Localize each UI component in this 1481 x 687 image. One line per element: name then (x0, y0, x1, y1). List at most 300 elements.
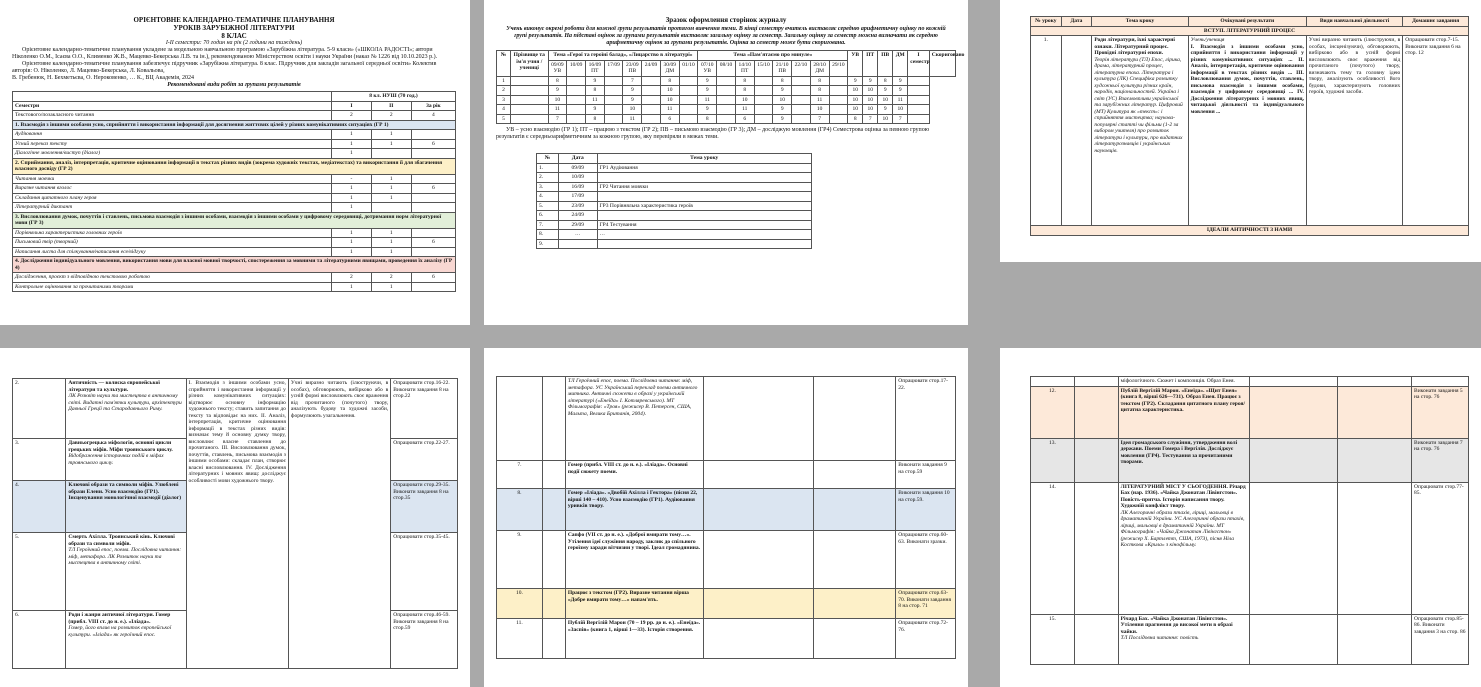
col-header: № уроку (1031, 17, 1062, 27)
table-cell: 1 (331, 130, 371, 140)
lesson-number: 11. (497, 619, 543, 659)
table-cell (511, 114, 548, 124)
grade-cell: 9 (623, 86, 642, 96)
section-footer: ІДЕАЛИ АНТИЧНОСТІ З НАМИ (1031, 226, 1469, 236)
plan-table-p6 (1030, 376, 1469, 665)
grade-cell (908, 76, 930, 86)
topic-notes: Теорія літератури (ТЛ) Епос, лірика, драма, літературний процес, літературна епоха. Література і культура (ЛК) Специфіка розвитку художньої культури різних країн, народів, національностей. Україна і світ (УС) Взаємовпливи української та зарубіжних літератур. Цифровий (МТ) Культура як «текст»: і сприйняття мистецтва; наукова-популярні статті чи фільми (1-2 за вибором учителя) про розвиток літератури і культури, про видатних літературознавців і українських науковців. (1094, 56, 1183, 154)
lesson-date (1074, 614, 1118, 664)
table-cell (703, 489, 813, 531)
lesson-number: 7. (497, 461, 543, 489)
lesson-date (542, 619, 565, 659)
table-cell (703, 589, 813, 619)
grade-cell (679, 114, 698, 124)
table-cell (411, 130, 455, 140)
table-cell: 2. (537, 173, 559, 183)
table-cell: 2 (331, 273, 371, 283)
grade-cell: 11 (548, 105, 567, 115)
table-cell: Аудіювання (13, 130, 332, 140)
table-cell: 23/09 (559, 201, 598, 211)
lesson-topic (66, 611, 186, 669)
grade-cell: 7 (863, 114, 878, 124)
table-cell (511, 105, 548, 115)
table-row (497, 105, 956, 115)
table-cell: ГР1 Аудіювання (597, 163, 812, 173)
log-header: № (537, 154, 559, 164)
table-row (497, 619, 956, 659)
grade-cell (567, 86, 586, 96)
lesson-topic (1118, 386, 1249, 438)
lesson-topic (1118, 438, 1249, 482)
col-header: Види навчальної діяльності (1306, 17, 1402, 27)
table-cell: 2 (371, 273, 411, 283)
lesson-topic (66, 379, 186, 439)
grade-cell: 10 (863, 86, 878, 96)
homework-text: Опрацювати стор.7-15. Виконати завдання 6 на стор. 12 (1403, 36, 1469, 226)
grade-cell (829, 86, 848, 96)
grade-cell: 10 (863, 105, 878, 115)
grade-cell: 10 (878, 114, 893, 124)
table-cell (813, 489, 896, 531)
homework-text: Опрацювати стор.63-70. Виконати завдання 8 на стор. 71 (896, 589, 956, 619)
theme-header: Тема «Герої та героїні балад», «Лицарство в літературі» (548, 51, 698, 61)
homework-text: Опрацювати стор.60-63. Виконати зразки. (896, 531, 956, 589)
grade-cell: 9 (623, 95, 642, 105)
grade-cell: 10 (735, 95, 754, 105)
grade-cell (792, 105, 811, 115)
grade-cell: 8 (585, 114, 604, 124)
group-header: 4. Дослідження індивідуального мовлення, використання мови для власної мовної творчості, спостереження за мовними та літературними явищами, проведення їх аналізу (ГР 4) (13, 257, 456, 273)
table-row (497, 531, 956, 589)
lesson-date (1074, 386, 1118, 438)
topic-title: Роди літератури, їхні характерні ознаки. Літературний процес. Провідні літературні епохи. (1094, 37, 1175, 56)
grade-cell: 10 (660, 95, 679, 105)
table-cell: 4 (411, 111, 455, 121)
grade-cell: 7 (893, 114, 908, 124)
table-row (497, 95, 956, 105)
lesson-date (1074, 438, 1118, 482)
grade-cell (604, 76, 623, 86)
lesson-topic (66, 481, 186, 533)
table-cell: 1 (331, 228, 371, 238)
table-corner (13, 92, 332, 102)
grade-cell: 10 (623, 105, 642, 115)
table-cell (597, 192, 812, 202)
topic-continuation: міфологічного. Сюжет і композиція. Образ Енея. (1118, 377, 1249, 387)
homework-text: Опрацювати стор.29-35. Виконати завдання 8 на стор.35 (391, 481, 458, 533)
lesson-number: 13. (1031, 438, 1075, 482)
grade-cell: 7 (810, 114, 829, 124)
table-cell (411, 203, 455, 213)
table-cell: Літературний диктант (13, 203, 332, 213)
table-cell (559, 239, 598, 249)
work-types-table (12, 91, 456, 292)
log-header: Дата (559, 154, 598, 164)
table-cell (1249, 614, 1337, 664)
homework-text: Опрацювати стор.85-86. Виконати завдання 3 на стор. 86 (1412, 614, 1469, 664)
topic-notes: Відображення історичних подій в міфах троянського циклу. (68, 453, 164, 466)
date-header: 16/09 ПТ (585, 60, 604, 76)
table-cell: Контрольне оцінювання за прочитаними творами (13, 282, 332, 292)
grade-cell (717, 114, 736, 124)
grade-cell (567, 105, 586, 115)
table-cell: Діалогічне мовлення/виступ (діалог) (13, 149, 332, 159)
table-row (537, 163, 812, 173)
date-header: 30/09 ДМ (660, 60, 679, 76)
grade-cell: 11 (623, 114, 642, 124)
grade-journal-table (496, 50, 965, 124)
grade-cell: 6 (660, 114, 679, 124)
grade-cell: 8 (735, 76, 754, 86)
grade-cell (717, 76, 736, 86)
table-cell (542, 377, 565, 461)
grade-cell (754, 105, 773, 115)
grade-cell: 8 (698, 114, 717, 124)
table-cell: Текстового/позакласного читання (13, 111, 332, 121)
grade-cell (604, 114, 623, 124)
grade-cell: 9 (698, 86, 717, 96)
page-title-grade: 8 КЛАС (221, 32, 247, 40)
table-cell (1031, 377, 1075, 387)
table-row (537, 201, 812, 211)
table-cell (1074, 377, 1118, 387)
grade-cell (829, 95, 848, 105)
table-cell (411, 174, 455, 184)
hours-note: І-ІІ семестри: 70 годин на рік (2 години на тиждень) (165, 40, 303, 46)
intro-paragraph-2: Орієнтовне календарно-тематичне планування забезпечує підручник «Зарубіжна література. 8 клас. Підручник для закладів загальної середньої освіти» Колектив авторів: О. Ніколенко, Л. Мацевко-Бекерська, Л. Ковальова, (12, 61, 437, 74)
semester-header: 8 кл. НУШ (70 год.) (331, 92, 455, 102)
date-header: 23/09 ПВ (623, 60, 642, 76)
lesson-number: 1. (1031, 36, 1062, 226)
table-cell: 1 (331, 282, 371, 292)
table-cell (411, 282, 455, 292)
page-5 (484, 348, 968, 687)
table-cell: - (331, 174, 371, 184)
table-row (537, 182, 812, 192)
col-header: ДМ (893, 51, 908, 77)
date-header: 08/10 (717, 60, 736, 76)
grade-cell: 8 (878, 76, 893, 86)
grade-cell (717, 95, 736, 105)
activity-text: Учні виразно читають (ілюструючи, в особах), обговорюють, вибірково або в усній формі висловлюють своє враження від прочитаного (почутого) твору, аналізують будову та художні засоби, формулюють узагальнення. (288, 379, 390, 669)
table-cell (371, 149, 411, 159)
table-cell: 5. (537, 201, 559, 211)
topic-notes: ЛК Розквіт науки та мистецтва в античному світі. Видатні пам'ятки культури, архітектури Давньої Греції та Стародавнього Риму. (68, 393, 182, 412)
page-4 (0, 348, 470, 687)
table-cell: 9. (537, 239, 559, 249)
table-cell (1412, 377, 1469, 387)
grade-cell: 11 (660, 105, 679, 115)
grade-cell: 8 (735, 86, 754, 96)
table-row (1031, 614, 1469, 664)
table-row (13, 379, 458, 439)
col-header: І семестр (908, 51, 930, 77)
table-cell (1249, 482, 1337, 614)
table-cell: … (597, 230, 812, 240)
grade-cell: 9 (848, 76, 863, 86)
lesson-date (1074, 482, 1118, 614)
table-cell: 1 (331, 149, 371, 159)
grade-cell: 7 (548, 114, 567, 124)
grade-cell (792, 114, 811, 124)
lesson-topic: Сапфо (VII ст. до н. е.). «Доброї вмирати тому…». Утілення ідеї служіння народу, заклик до спільного героїзму заради вітчизни у творі. Ідеал громадянина. (565, 531, 703, 589)
lesson-date (542, 589, 565, 619)
plan-table-p5 (496, 376, 956, 659)
grade-cell: 8 (660, 76, 679, 86)
grade-cell (717, 86, 736, 96)
table-row (537, 173, 812, 183)
table-cell: 2 (497, 86, 511, 96)
log-header: Тема уроку (597, 154, 812, 164)
table-row (497, 589, 956, 619)
table-cell: 1 (497, 76, 511, 86)
table-cell (371, 203, 411, 213)
date-header: 09/09 УВ (548, 60, 567, 76)
col-header: УВ (848, 51, 863, 77)
table-cell: 1 (371, 130, 411, 140)
table-cell (813, 619, 896, 659)
page-title-line2: УРОКІВ ЗАРУБІЖНОЇ ЛІТЕРАТУРИ (173, 24, 295, 32)
table-cell: Усний переказ тексту (13, 139, 332, 149)
grade-cell (908, 114, 930, 124)
lesson-number: 4. (13, 481, 66, 533)
table-cell: 1 (331, 139, 371, 149)
table-cell: 1 (371, 282, 411, 292)
grade-cell (679, 95, 698, 105)
table-cell (597, 239, 812, 249)
grade-cell: 9 (878, 105, 893, 115)
lesson-topic (1118, 614, 1249, 664)
table-row (1031, 482, 1469, 614)
grade-cell: 9 (698, 76, 717, 86)
table-row (497, 489, 956, 531)
table-row (497, 461, 956, 489)
table-cell (1249, 438, 1337, 482)
grade-cell: 9 (698, 105, 717, 115)
table-row (497, 76, 956, 86)
grade-cell (604, 95, 623, 105)
grade-cell (567, 114, 586, 124)
lesson-date (542, 461, 565, 489)
topic-title: Публій Вергілій Марон. «Енеїда». «Щит Енея» (книга 8, вірші 626—731). Образ Енея. Працює з текстом (ГР2). Складання цитатного плану героя/цитатна характеристика. (1120, 387, 1246, 413)
grade-cell (642, 105, 661, 115)
grade-cell: 8 (548, 76, 567, 86)
grade-cell: 9 (585, 105, 604, 115)
table-cell (1337, 614, 1411, 664)
grade-cell: 11 (810, 95, 829, 105)
table-cell: 1 (331, 203, 371, 213)
grade-cell: 10 (660, 86, 679, 96)
table-row (537, 211, 812, 221)
page-title: ОРІЄНТОВНЕ КАЛЕНДАРНО-ТЕМАТИЧНЕ ПЛАНУВАННЯ (133, 16, 335, 24)
table-cell (411, 247, 455, 257)
grade-cell: 9 (893, 76, 908, 86)
grade-cell: 10 (848, 86, 863, 96)
grade-cell (679, 86, 698, 96)
section-header: ВСТУП. ЛІТЕРАТУРНИЙ ПРОЦЕС (1031, 26, 1469, 36)
lesson-number: 2. (13, 379, 66, 439)
topic-title: Давньогрецька міфологія, основні цикли грецьких міфів. Міфи троянського циклу. (68, 440, 173, 453)
grade-cell (908, 105, 930, 115)
date-header: 14/10 ПТ (735, 60, 754, 76)
table-cell (1337, 377, 1411, 387)
table-cell: 3 (497, 95, 511, 105)
lesson-topic: Працює з текстом (ГР2). Виразне читання вірша «Добре вмирати тому…» напам'ять. (565, 589, 703, 619)
col-header: ПТ (863, 51, 878, 77)
homework-text: Виконати завдання 9 на стор.59 (896, 461, 956, 489)
table-cell: 17/09 (559, 192, 598, 202)
date-header: 21/10 ПВ (773, 60, 792, 76)
grade-cell (829, 105, 848, 115)
table-cell (813, 531, 896, 589)
table-cell: 7. (537, 220, 559, 230)
table-cell: 1 (371, 238, 411, 248)
grade-cell: 10 (773, 95, 792, 105)
col-header: Тема кроку (1092, 17, 1188, 27)
table-cell (411, 193, 455, 203)
grade-cell: 9 (863, 76, 878, 86)
table-cell: 1 (371, 184, 411, 194)
table-cell (1337, 482, 1411, 614)
grade-cell (717, 105, 736, 115)
table-cell: 1 (331, 184, 371, 194)
lesson-topic (1092, 36, 1188, 226)
homework-text: Опрацювати стор.22-27. (391, 439, 458, 481)
topic-title: ЛІТЕРАТУРНИЙ МІСТ У СЬОГОДЕННЯ. Річард Бах (нар. 1936). «Чайка Джонатан Лівінгстон». Повість-притча. Історія написання твору. Художній конфлікт твору. (1120, 483, 1246, 509)
intro-paragraph-3: В. Гребенюк, Н. Бехметьєва, О. Нероковенко, … К., ВЦ Академія, 2024 (12, 75, 194, 81)
lesson-date (1061, 36, 1092, 226)
table-cell (813, 589, 896, 619)
grade-cell (679, 76, 698, 86)
table-cell: Виразне читання вголос (13, 184, 332, 194)
col-header: І (331, 101, 371, 111)
grade-cell: 8 (848, 114, 863, 124)
page-1 (0, 0, 470, 325)
homework-text: Опрацювати стор.72-76. (896, 619, 956, 659)
topic-notes: ТЛ Героїчний епос, поема. Послідовна читання: міф, метафора. ЛК Розвиток науки та мистецтва в античному світі. (68, 547, 182, 566)
table-cell (511, 76, 548, 86)
intro-paragraph-1: Орієнтовне календарно-тематичне планування укладене за модельною навчальною програмою «Зарубіжна література. 5-9 класи» («ШКОЛА РАДОСТІ»; автори Ніколенко О.М., Ісаєва О.О., Клименко Ж.В., Мацевко-Бекерська Л.В. та ін.), рекомендованою Міністерством освіти і науки України (наказ № 1226 від 10.10.2023 р.). (12, 47, 438, 60)
table-cell: 6 (411, 184, 455, 194)
col-header: За рік (411, 101, 455, 111)
col-header: Очікувані результати (1188, 17, 1306, 27)
date-header: 22/10 (792, 60, 811, 76)
page-6 (1000, 348, 1481, 687)
table-cell (511, 86, 548, 96)
table-cell: 3. (537, 182, 559, 192)
table-cell (1337, 438, 1411, 482)
lesson-number: 3. (13, 439, 66, 481)
table-cell: 1 (331, 247, 371, 257)
table-cell (497, 377, 543, 461)
topic-title: Роди і жанри античної літератури. Гомер (прибл. VIII ст. до н. е.). «Іліада». (68, 612, 171, 625)
lesson-topic: Гомер (прибл. VIII ст. до н. е.). «Іліада». Основні події сюжету поеми. (565, 461, 703, 489)
topic-title: Античність — колиска європейської літератури та культури. (68, 380, 160, 393)
table-cell (703, 619, 813, 659)
grade-cell: 11 (735, 105, 754, 115)
lesson-topic (66, 533, 186, 611)
lesson-date (542, 489, 565, 531)
lesson-topic: Гомер «Іліада». «Двобій Ахілла і Гектора» (пісня 22, вірші 140 – 410). Усно взаємодію (ГР1). Аудіювання уривків твору. (565, 489, 703, 531)
grade-cell: 9 (548, 86, 567, 96)
homework-text: Виконати завдання 5 на стор. 76 (1412, 386, 1469, 438)
journal-title: Зразок оформлення сторінок журналу (665, 16, 787, 24)
lesson-number: 9. (497, 531, 543, 589)
results-text: І. Взаємодія з іншими особами усно, сприйняття і використання інформації у різних комунікативних ситуаціях ... ІІ. Аналіз, інтерпретація, критичне оцінювання інформації в текстах різних видів ... ІІІ. Висловлювання думок, почуттів, ставлень, письмова взаємодія з іншими особами, взаємодія у цифровому середовищі ... IV. Дослідження літературних і мовних явищ, читацької діяльності та індивідуального мовлення ... (1190, 43, 1304, 115)
grade-cell: 8 (585, 86, 604, 96)
date-header: 28/10 ДМ (810, 60, 829, 76)
table-cell: 6. (537, 211, 559, 221)
lesson-number: 10. (497, 589, 543, 619)
grade-cell: 11 (698, 95, 717, 105)
grade-cell (754, 114, 773, 124)
lesson-number: 6. (13, 611, 66, 669)
grade-cell: 6 (735, 114, 754, 124)
homework-text: Опрацювати стор.46-59. Виконати завдання 8 на стор.59 (391, 611, 458, 669)
table-cell: 2 (371, 111, 411, 121)
grade-cell: 9 (878, 86, 893, 96)
homework-text: Виконати завдання 10 на стор.59. (896, 489, 956, 531)
table-row (1031, 386, 1469, 438)
plan-table-p4 (12, 378, 458, 669)
date-header: 10/09 (567, 60, 586, 76)
table-cell (511, 95, 548, 105)
grade-cell (642, 114, 661, 124)
lesson-topic: Публій Вергілій Марон (70 – 19 рр. до н. е.). «Енеїда». «Заспів» (книга 1, вірші 1—33). Історія створення. (565, 619, 703, 659)
page-3 (1000, 0, 1481, 262)
table-cell: 6 (411, 238, 455, 248)
activity-text: Учні виразно читають (ілюструючи, в особах, інсценізуючи), обговорюють, вибірково або в усній формі висловлюють своє враження від прочитаного (почутого) твору, визначають тему та головну ідею твору, аналізують особливості його будови, характеризують головних героїв, художні засоби. (1306, 36, 1402, 226)
table-subtitle: Рекомендовані види робіт за групами результатів (167, 82, 301, 88)
page-2 (484, 0, 968, 325)
grade-cell: 8 (810, 76, 829, 86)
grade-cell (567, 76, 586, 86)
table-cell: 6 (411, 273, 455, 283)
table-cell: 1 (371, 247, 411, 257)
table-cell (1337, 386, 1411, 438)
table-cell: 5 (497, 114, 511, 124)
grade-cell (642, 86, 661, 96)
homework-text: Опрацювати стор.77-85. (1412, 482, 1469, 614)
date-header: 29/10 (829, 60, 848, 76)
plan-table (1030, 16, 1469, 236)
table-cell: Складання цитатного плану героя (13, 193, 332, 203)
table-cell (1249, 386, 1337, 438)
table-cell (813, 377, 896, 461)
table-cell: 29/09 (559, 220, 598, 230)
grade-cell (642, 95, 661, 105)
table-row (537, 192, 812, 202)
col-header: Семестри (13, 101, 332, 111)
lesson-log-table (536, 153, 812, 249)
table-cell: 1 (371, 174, 411, 184)
table-row (537, 239, 812, 249)
table-cell (703, 531, 813, 589)
journal-intro: Учень виконує окремі роботи для кожної групи результатів протягом вивчення теми. В кінці семестру вчитель виставляє середню арифметичну оцінку по кожній групі результатів. На підставі оцінок за групами результатів виставляє загальну оцінку за семестр. Загальну оцінку за семестр можна визначати як середню арифметичну оцінок за групами результатів. Оцінка за семестр може бути скоригована. (506, 26, 946, 46)
date-header: 01/10 (679, 60, 698, 76)
col-header: Домашнє завдання (1403, 17, 1469, 27)
date-header: 17/09 (604, 60, 623, 76)
date-header: 15/10 (754, 60, 773, 76)
table-row (537, 230, 812, 240)
table-cell (813, 461, 896, 489)
date-header: 07/10 УВ (698, 60, 717, 76)
grade-cell (604, 105, 623, 115)
table-cell: … (559, 230, 598, 240)
grade-cell (792, 76, 811, 86)
grade-cell: 9 (773, 114, 792, 124)
table-cell (411, 228, 455, 238)
